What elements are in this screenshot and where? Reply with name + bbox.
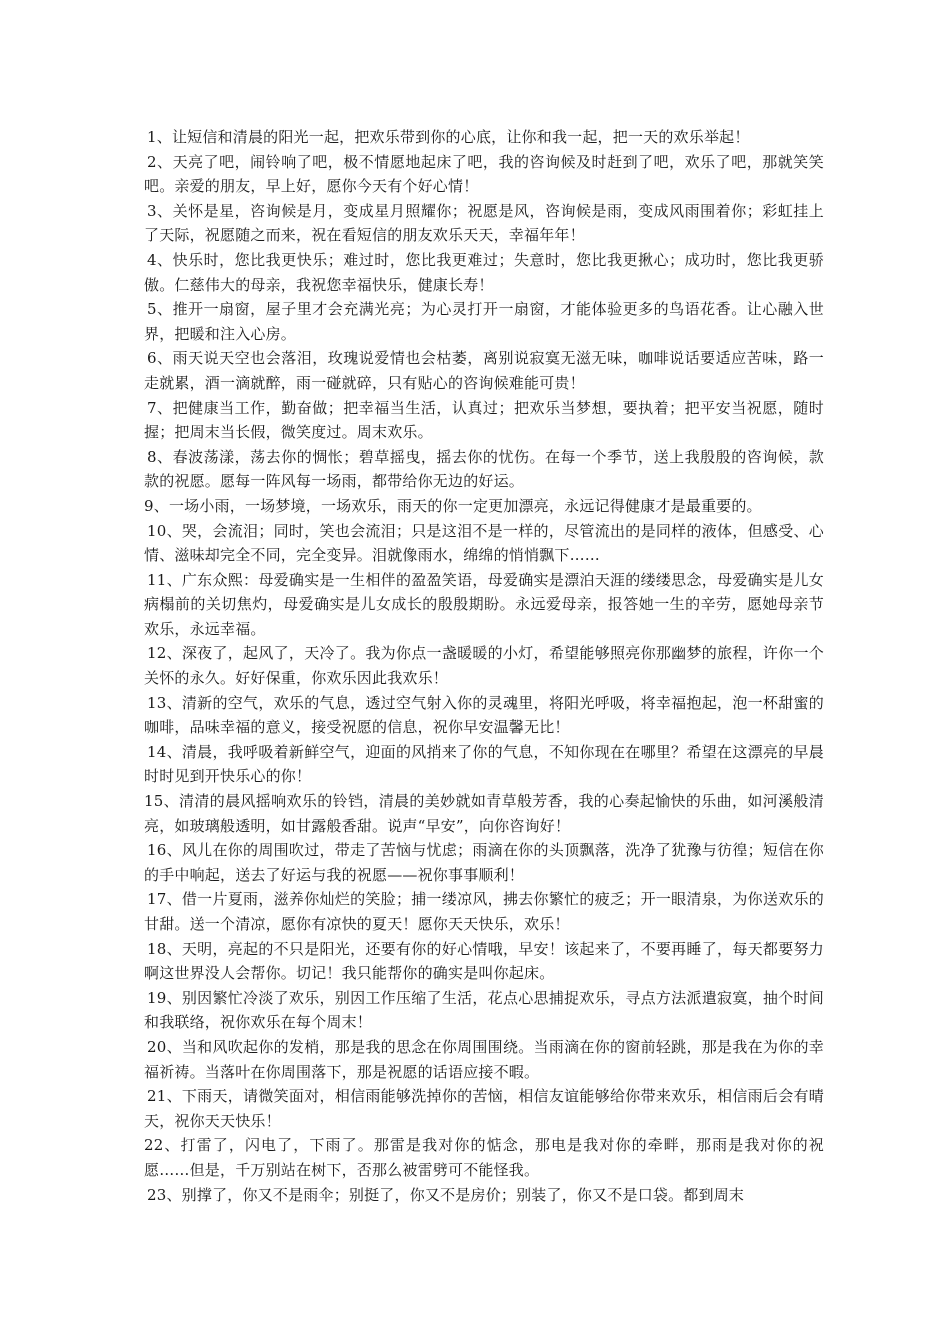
paragraph-3: 3、关怀是星，咨询候是月，变成星月照耀你；祝愿是风，咨询候是雨，变成风雨围着你；彩虹挂上了天际，祝愿随之而来，祝在看短信的朋友欢乐天天，幸福年年！ (144, 201, 824, 245)
paragraph-15: 15、清清的晨风摇响欢乐的铃铛，清晨的美妙就如青草般芳香，我的心奏起愉快的乐曲，如河溪般清亮，如玻璃般透明，如甘露般香甜。说声“早安”，向你咨询好！ (144, 792, 824, 835)
paragraph-13: 13、清新的空气，欢乐的气息，透过空气射入你的灵魂里，将阳光呼吸，将幸福抱起，泡一杯甜蜜的咖啡，品味幸福的意义，接受祝愿的信息，祝你早安温馨无比！ (144, 693, 824, 737)
paragraph-11: 11、广东众熙：母爱确实是一生相伴的盈盈笑语，母爱确实是漂泊天涯的缕缕思念，母爱确实是儿女病榻前的关切焦灼，母爱确实是儿女成长的殷殷期盼。永远爱母亲，报答她一生的辛劳，愿她母亲节欢乐，永远幸福。 (144, 570, 824, 638)
paragraph-10: 10、哭，会流泪；同时，笑也会流泪；只是这泪不是一样的，尽管流出的是同样的液体，但感受、心情、滋味却完全不同，完全变异。泪就像雨水，绵绵的悄悄飘下…… (144, 521, 824, 565)
paragraph-22: 22、打雷了，闪电了，下雨了。那雷是我对你的惦念，那电是我对你的牵畔，那雨是我对你的祝愿……但是，千万别站在树下，否那么被雷劈可不能怪我。 (144, 1136, 824, 1179)
paragraph-1: 1、让短信和清晨的阳光一起，把欢乐带到你的心底，让你和我一起，把一天的欢乐举起！ (147, 128, 750, 146)
paragraph-18: 18、天明，亮起的不只是阳光，还要有你的好心情哦，早安！该起来了，不要再睡了，每天都要努力啊这世界没人会帮你。切记！我只能帮你的确实是叫你起床。 (144, 939, 824, 983)
paragraph-6: 6、雨天说天空也会落泪，玫瑰说爱情也会枯萎，离别说寂寞无滋无味，咖啡说话要适应苦味，路一走就累，酒一滴就醉，雨一碰就碎，只有贴心的咨询候难能可贵！ (144, 349, 824, 392)
paragraph-14: 14、清晨，我呼吸着新鲜空气，迎面的风捎来了你的气息，不知你现在在哪里？希望在这漂亮的早晨时时见到开快乐心的你！ (144, 742, 824, 786)
paragraph-16: 16、风儿在你的周围吹过，带走了苦恼与忧虑；雨滴在你的头顶飘落，洗净了犹豫与彷徨；短信在你的手中响起，送去了好运与我的祝愿——祝你事事顺利！ (144, 841, 824, 884)
document-body (144, 125, 824, 1207)
paragraph-8: 8、春波荡漾，荡去你的惆怅；碧草摇曳，摇去你的忧伤。在每一个季节，送上我殷殷的咨询候，款款的祝愿。愿每一阵风每一场雨，都带给你无边的好运。 (144, 447, 824, 491)
paragraph-7: 7、把健康当工作，勤奋做；把幸福当生活，认真过；把欢乐当梦想，要执着；把平安当祝愿，随时握；把周末当长假，微笑度过。周末欢乐。 (144, 398, 824, 442)
paragraph-2: 2、天亮了吧，闹铃响了吧，极不情愿地起床了吧，我的咨询候及时赶到了吧，欢乐了吧，那就笑笑吧。亲爱的朋友，早上好，愿你今天有个好心情！ (144, 152, 824, 196)
paragraph-5: 5、推开一扇窗，屋子里才会充满光亮；为心灵打开一扇窗，才能体验更多的鸟语花香。让心融入世界，把暖和注入心房。 (144, 300, 824, 343)
paragraph-19: 19、别因繁忙冷淡了欢乐，别因工作压缩了生活，花点心思捕捉欢乐，寻点方法派遣寂寞，抽个时间和我联络，祝你欢乐在每个周末！ (144, 988, 824, 1032)
paragraph-4: 4、快乐时，您比我更快乐；难过时，您比我更难过；失意时，您比我更揪心；成功时，您比我更骄傲。仁慈伟大的母亲，我祝您幸福快乐，健康长寿！ (144, 250, 824, 294)
paragraph-21: 21、下雨天，请微笑面对，相信雨能够洗掉你的苦恼，相信友谊能够给你带来欢乐，相信雨后会有晴天，祝你天天快乐！ (144, 1087, 824, 1130)
paragraph-23: 23、别撑了，你又不是雨伞；别挺了，你又不是房价；别装了，你又不是口袋。都到周末 (147, 1185, 745, 1204)
paragraph-9: 9、一场小雨，一场梦境，一场欢乐，雨天的你一定更加漂亮，永远记得健康才是最重要的。 (144, 496, 762, 515)
paragraph-17: 17、借一片夏雨，滋养你灿烂的笑脸；捕一缕凉风，拂去你繁忙的疲乏；开一眼清泉，为你送欢乐的甘甜。送一个清凉，愿你有凉快的夏天！愿你天天快乐，欢乐！ (144, 890, 824, 933)
paragraph-20: 20、当和风吹起你的发梢，那是我的思念在你周围围绕。当雨滴在你的窗前轻跳，那是我在为你的幸福祈祷。当落叶在你周围落下，那是祝愿的话语应接不暇。 (144, 1037, 824, 1081)
paragraph-12: 12、深夜了，起风了，天冷了。我为你点一盏暖暖的小灯，希望能够照亮你那幽梦的旅程，许你一个关怀的永久。好好保重，你欢乐因此我欢乐！ (144, 644, 824, 688)
